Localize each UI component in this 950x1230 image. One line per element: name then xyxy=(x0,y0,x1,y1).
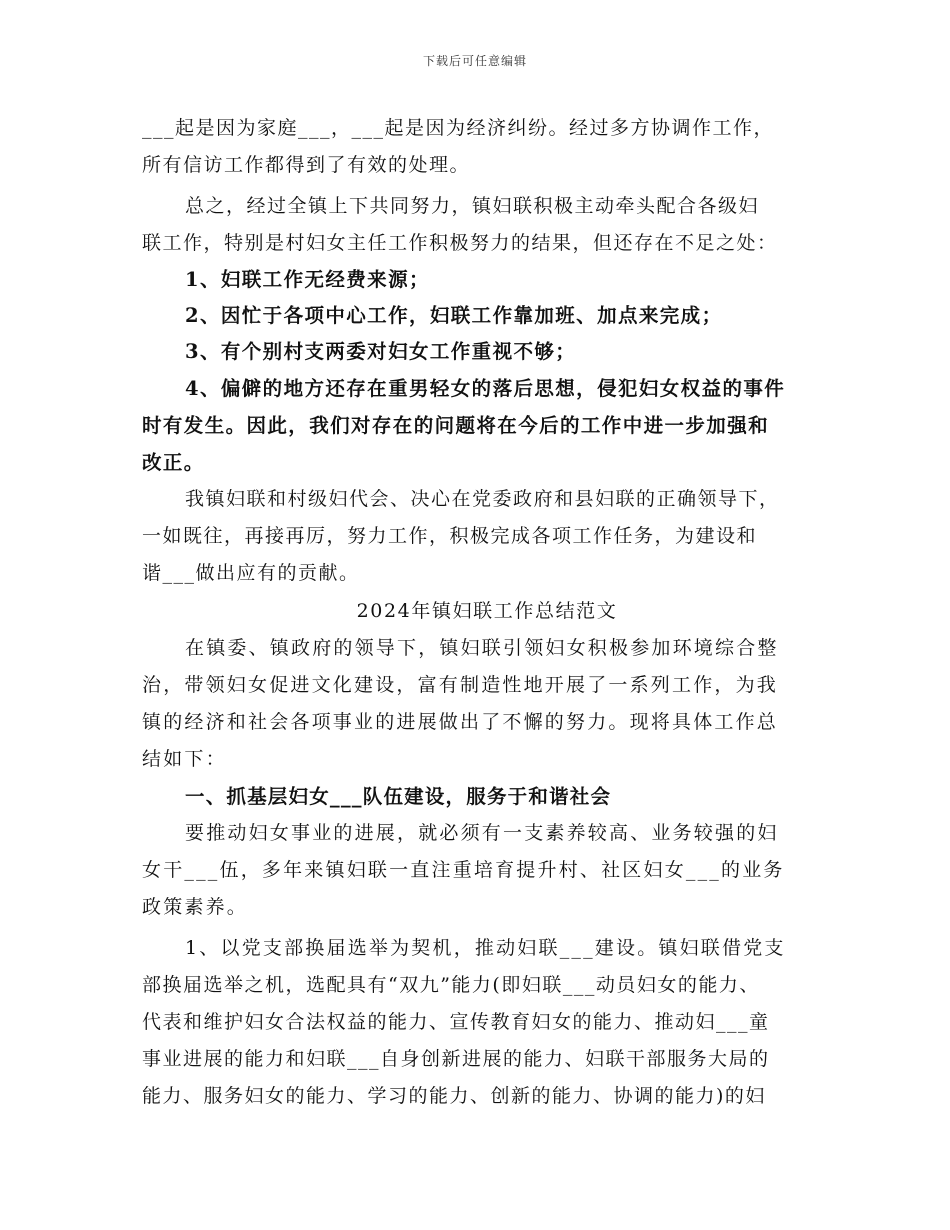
paragraph-line: 一如既往，再接再厉，努力工作，积极完成各项工作任务，为建设和 xyxy=(142,525,758,547)
paragraph-line: 女干___伍，多年来镇妇联一直注重培育提升村、社区妇女___的业务 xyxy=(142,859,785,881)
paragraph-line: 能力、服务妇女的能力、学习的能力、创新的能力、协调的能力)的妇 xyxy=(142,1085,766,1107)
list-item: 2、因忙于各项中心工作，妇联工作靠加班、加点来完成； xyxy=(185,304,723,327)
paragraph-line: 总之，经过全镇上下共同努力，镇妇联积极主动牵头配合各级妇 xyxy=(185,195,760,217)
list-item: 3、有个别村支两委对妇女工作重视不够； xyxy=(185,340,577,363)
list-item-continuation: 时有发生。因此，我们对存在的问题将在今后的工作中进一步加强和 xyxy=(142,414,770,437)
list-item: 4、偏僻的地方还存在重男轻女的落后思想，侵犯妇女权益的事件 xyxy=(185,377,786,400)
paragraph-line: 所有信访工作都得到了有效的处理。 xyxy=(142,154,471,176)
paragraph-line: 代表和维护妇女合法权益的能力、宣传教育妇女的能力、推动妇___童 xyxy=(142,1011,770,1033)
paragraph-line: 政策素养。 xyxy=(142,896,249,918)
paragraph-line: 在镇委、镇政府的领导下，镇妇联引领妇女积极参加环境综合整 xyxy=(185,637,779,659)
paragraph-line: 谐___做出应有的贡献。 xyxy=(142,562,360,584)
paragraph-line: 要推动妇女事业的进展，就必须有一支素养较高、业务较强的妇 xyxy=(185,822,779,844)
paragraph-line: ___起是因为家庭___，___起是因为经济纠纷。经过多方协调作工作， xyxy=(142,117,775,139)
paragraph-line: 1、以党支部换届选举为契机，推动妇联___建设。镇妇联借党支 xyxy=(185,937,786,959)
list-item-continuation: 改正。 xyxy=(142,451,205,474)
subsection-heading: 一、抓基层妇女___队伍建设，服务于和谐社会 xyxy=(185,785,612,808)
paragraph-line: 结如下： xyxy=(142,748,227,770)
paragraph-line: 联工作，特别是村妇女主任工作积极努力的结果，但还存在不足之处： xyxy=(142,232,778,254)
section-title: 2024年镇妇联工作总结范文 xyxy=(356,600,618,622)
paragraph-line: 镇的经济和社会各项事业的进展做出了不懈的努力。现将具体工作总 xyxy=(142,711,779,733)
paragraph-line: 事业进展的能力和妇联___自身创新进展的能力、妇联干部服务大局的 xyxy=(142,1048,770,1070)
page-header: 下载后可任意编辑 xyxy=(422,54,527,68)
list-item: 1、妇联工作无经费来源； xyxy=(185,268,430,291)
paragraph-line: 部换届选举之机，选配具有“双九”能力(即妇联___动员妇女的能力、 xyxy=(142,974,760,996)
paragraph-line: 我镇妇联和村级妇代会、决心在党委政府和县妇联的正确领导下， xyxy=(185,488,780,510)
paragraph-line: 治，带领妇女促进文化建设，富有制造性地开展了一系列工作，为我 xyxy=(142,674,779,696)
document-body xyxy=(142,110,832,1115)
